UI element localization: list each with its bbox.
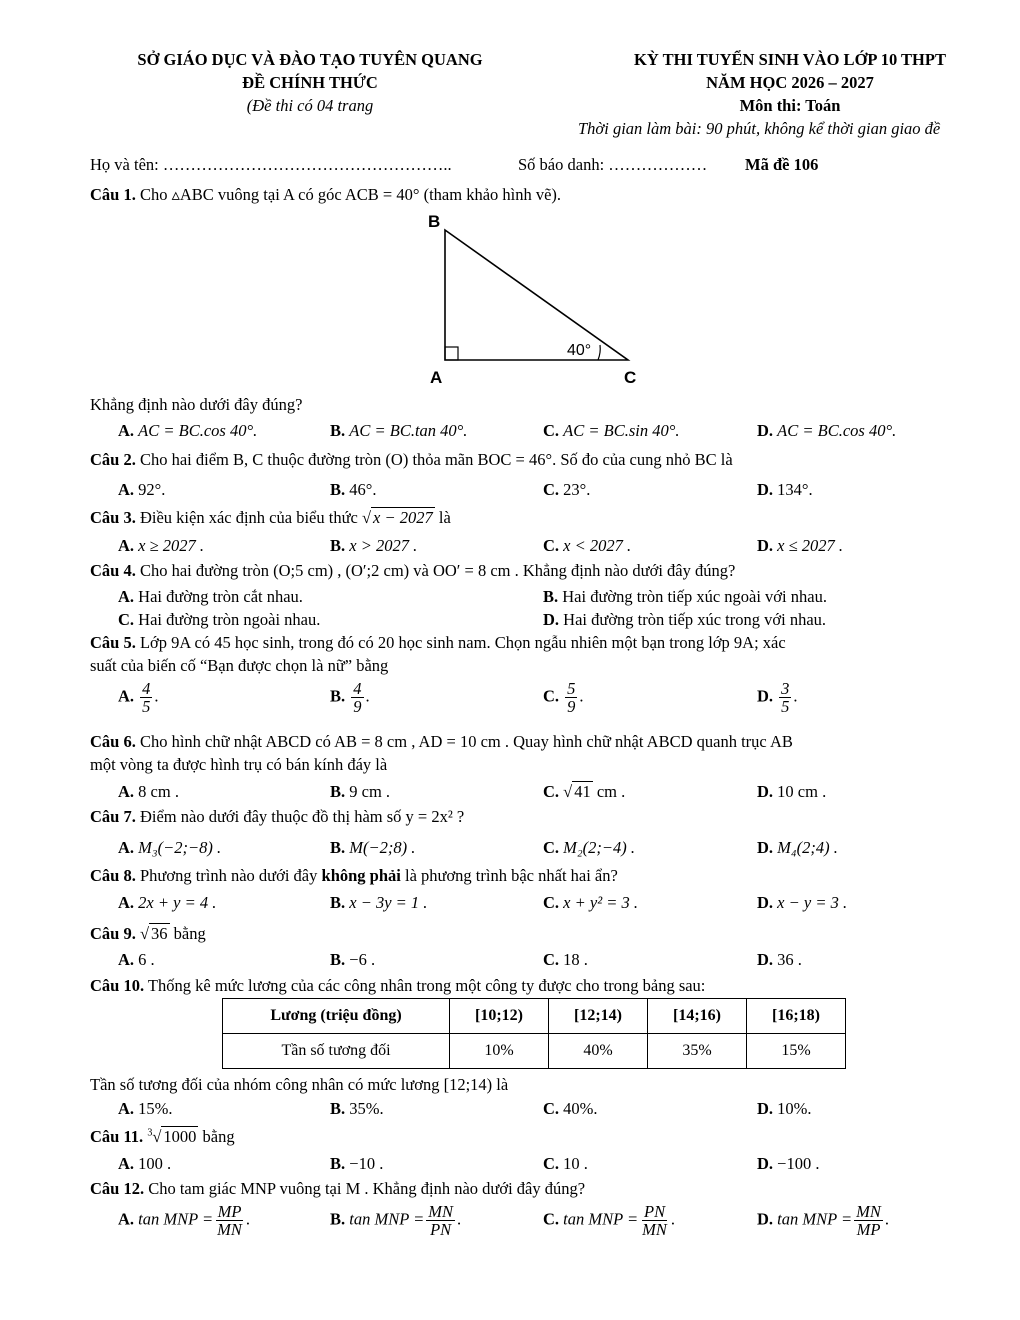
q5-option-b[interactable]: B. $\frac{4}{9}$ . bbox=[330, 679, 370, 717]
table-cell: 15% bbox=[747, 1034, 846, 1069]
q1-option-d[interactable]: D. AC = BC.cos 40°. bbox=[757, 421, 897, 440]
q7-option-d[interactable]: D. M₄(2;4) . bbox=[757, 838, 838, 857]
official-label: ĐỀ CHÍNH THỨC bbox=[242, 73, 378, 92]
q7-option-b[interactable]: B. M(−2;8) . bbox=[330, 838, 416, 857]
q5-option-a[interactable]: A. $\frac{4}{5}$ . bbox=[118, 679, 159, 717]
q9-option-d[interactable]: D. 36 . bbox=[757, 950, 802, 969]
table-header-cell: [16;18) bbox=[747, 999, 846, 1034]
q8-option-a[interactable]: A. 2x + y = 4 . bbox=[118, 893, 217, 912]
q10-option-b[interactable]: B. 35%. bbox=[330, 1099, 384, 1118]
q9-option-b[interactable]: B. −6 . bbox=[330, 950, 376, 969]
vertex-b-label: B bbox=[428, 212, 441, 231]
exam-title: KỲ THI TUYỂN SINH VÀO LỚP 10 THPT bbox=[634, 50, 946, 69]
table-cell: 35% bbox=[648, 1034, 747, 1069]
question-4: Câu 4. Cho hai đường tròn (O;5 cm) , (O′;2 cm) và OO′ = 8 cm . Khẳng định nào dưới đây đúng? bbox=[90, 561, 736, 580]
q5-option-c[interactable]: C. $\frac{5}{9}$ . bbox=[543, 679, 584, 717]
salary-frequency-table bbox=[222, 998, 846, 1069]
time-allowed: Thời gian làm bài: 90 phút, không kể thời gian giao đề bbox=[578, 119, 941, 138]
q3-option-a[interactable]: A. x ≥ 2027 . bbox=[118, 536, 205, 555]
q2-option-b[interactable]: B. 46°. bbox=[330, 480, 377, 499]
q11-option-b[interactable]: B. −10 . bbox=[330, 1154, 384, 1173]
q9-option-a[interactable]: A. 6 . bbox=[118, 950, 155, 969]
q2-option-a[interactable]: A. 92°. bbox=[118, 480, 166, 499]
table-header-cell: [14;16) bbox=[648, 999, 747, 1034]
table-header-cell: [12;14) bbox=[549, 999, 648, 1034]
q3-option-d[interactable]: D. x ≤ 2027 . bbox=[757, 536, 844, 555]
table-cell: Tần số tương đối bbox=[223, 1034, 450, 1069]
q1-option-b[interactable]: B. AC = BC.tan 40°. bbox=[330, 421, 468, 440]
question-5-line2: suất của biến cố “Bạn được chọn là nữ” bằng bbox=[90, 656, 389, 675]
question-1 bbox=[90, 185, 561, 205]
q1-option-c[interactable]: C. AC = BC.sin 40°. bbox=[543, 421, 680, 440]
q1-option-a[interactable]: A. AC = BC.cos 40°. bbox=[118, 421, 258, 440]
q3-option-c[interactable]: C. x < 2027 . bbox=[543, 536, 632, 555]
triangle-abc bbox=[445, 230, 628, 360]
question-1-prompt: Khẳng định nào dưới đây đúng? bbox=[90, 395, 303, 414]
q10-option-c[interactable]: C. 40%. bbox=[543, 1099, 598, 1118]
vertex-c-label: C bbox=[624, 368, 637, 387]
q8-option-d[interactable]: D. x − y = 3 . bbox=[757, 893, 848, 912]
q6-option-a[interactable]: A. 8 cm . bbox=[118, 782, 179, 801]
q11-option-a[interactable]: A. 100 . bbox=[118, 1154, 172, 1173]
q11-option-d[interactable]: D. −100 . bbox=[757, 1154, 820, 1173]
question-6: Câu 6. Cho hình chữ nhật ABCD có AB = 8 cm , AD = 10 cm . Quay hình chữ nhật ABCD quanh trục AB bbox=[90, 732, 793, 751]
q7-option-c[interactable]: C. M₂(2;−4) . bbox=[543, 838, 636, 857]
q4-option-c[interactable]: C. Hai đường tròn ngoài nhau. bbox=[118, 610, 321, 629]
q6-option-c[interactable]: C. √ 41 cm . bbox=[543, 782, 626, 801]
table-header-row bbox=[223, 999, 846, 1034]
candidate-number-field: Số báo danh: ……………… bbox=[518, 155, 708, 174]
right-triangle-figure bbox=[410, 205, 650, 390]
q2-option-d[interactable]: D. 134°. bbox=[757, 480, 813, 499]
q12-option-b[interactable]: B. tan MNP = $\frac{MN}{PN}$ . bbox=[330, 1202, 462, 1240]
subject: Môn thi: Toán bbox=[739, 96, 841, 115]
q3-option-b[interactable]: B. x > 2027 . bbox=[330, 536, 418, 555]
question-10-prompt: Tần số tương đối của nhóm công nhân có mức lương [12;14) là bbox=[90, 1075, 509, 1094]
table-cell: 40% bbox=[549, 1034, 648, 1069]
question-9: Câu 9. √ 36 bằng bbox=[90, 924, 206, 943]
q6-option-b[interactable]: B. 9 cm . bbox=[330, 782, 391, 801]
q8-option-b[interactable]: B. x − 3y = 1 . bbox=[330, 893, 428, 912]
q11-option-c[interactable]: C. 10 . bbox=[543, 1154, 588, 1173]
q4-option-a[interactable]: A. Hai đường tròn cắt nhau. bbox=[118, 587, 303, 606]
q6-option-d[interactable]: D. 10 cm . bbox=[757, 782, 827, 801]
page-count: (Đề thi có 04 trang bbox=[246, 96, 374, 115]
angle-arc bbox=[598, 345, 600, 360]
q2-option-c[interactable]: C. 23°. bbox=[543, 480, 591, 499]
q12-option-c[interactable]: C. tan MNP = $\frac{PN}{MN}$ . bbox=[543, 1202, 676, 1240]
question-12: Câu 12. Cho tam giác MNP vuông tại M . Khẳng định nào dưới đây đúng? bbox=[90, 1179, 586, 1198]
table-header-cell: Lương (triệu đồng) bbox=[223, 999, 450, 1034]
angle-label: 40° bbox=[567, 342, 592, 359]
q9-option-c[interactable]: C. 18 . bbox=[543, 950, 588, 969]
question-7: Câu 7. Điểm nào dưới đây thuộc đồ thị hàm số y = 2x² ? bbox=[90, 807, 465, 826]
question-label: Câu 1. bbox=[90, 185, 136, 204]
question-6-line2: một vòng ta được hình trụ có bán kính đáy là bbox=[90, 755, 388, 774]
vertex-a-label: A bbox=[430, 368, 443, 387]
q10-option-d[interactable]: D. 10%. bbox=[757, 1099, 812, 1118]
q12-option-a[interactable]: A. tan MNP = $\frac{MP}{MN}$ . bbox=[118, 1202, 251, 1240]
table-row bbox=[223, 1034, 846, 1069]
table-header-cell: [10;12) bbox=[450, 999, 549, 1034]
q10-option-a[interactable]: A. 15%. bbox=[118, 1099, 173, 1118]
question-2: Câu 2. Cho hai điểm B, C thuộc đường tròn (O) thỏa mãn BOC = 46°. Số đo của cung nhỏ BC là bbox=[90, 450, 733, 469]
exam-code: Mã đề 106 bbox=[745, 155, 819, 174]
q12-option-d[interactable]: D. tan MNP = $\frac{MN}{MP}$ . bbox=[757, 1202, 890, 1240]
q8-option-c[interactable]: C. x + y² = 3 . bbox=[543, 893, 639, 912]
q4-option-d[interactable]: D. Hai đường tròn tiếp xúc trong với nhau. bbox=[543, 610, 827, 629]
school-year: NĂM HỌC 2026 – 2027 bbox=[706, 73, 874, 92]
question-3: Câu 3. Điều kiện xác định của biểu thức √ x − 2027 là bbox=[90, 508, 451, 527]
q5-option-d[interactable]: D. $\frac{3}{5}$ . bbox=[757, 679, 798, 717]
department-title: SỞ GIÁO DỤC VÀ ĐÀO TẠO TUYÊN QUANG bbox=[137, 50, 483, 69]
q7-option-a[interactable]: A. M₃(−2;−8) . bbox=[118, 838, 222, 857]
q4-option-b[interactable]: B. Hai đường tròn tiếp xúc ngoài với nhau. bbox=[543, 587, 827, 606]
candidate-name-field: Họ và tên: …………………………………………….. bbox=[90, 155, 452, 174]
question-10: Câu 10. Thống kê mức lương của các công nhân trong một công ty được cho trong bảng sau: bbox=[90, 976, 706, 995]
question-11: Câu 11. $^3$√ 1000 bằng bbox=[90, 1127, 235, 1146]
question-5: Câu 5. Lớp 9A có 45 học sinh, trong đó có 20 học sinh nam. Chọn ngẫu nhiên một bạn trong lớp 9A; xác bbox=[90, 633, 786, 652]
table-cell: 10% bbox=[450, 1034, 549, 1069]
question-text: Cho ▵ABC vuông tại A có góc ACB = 40° (tham khảo hình vẽ). bbox=[139, 185, 562, 204]
question-8: Câu 8. Phương trình nào dưới đây không phải là phương trình bậc nhất hai ẩn? bbox=[90, 866, 618, 885]
right-angle-mark bbox=[445, 347, 458, 360]
